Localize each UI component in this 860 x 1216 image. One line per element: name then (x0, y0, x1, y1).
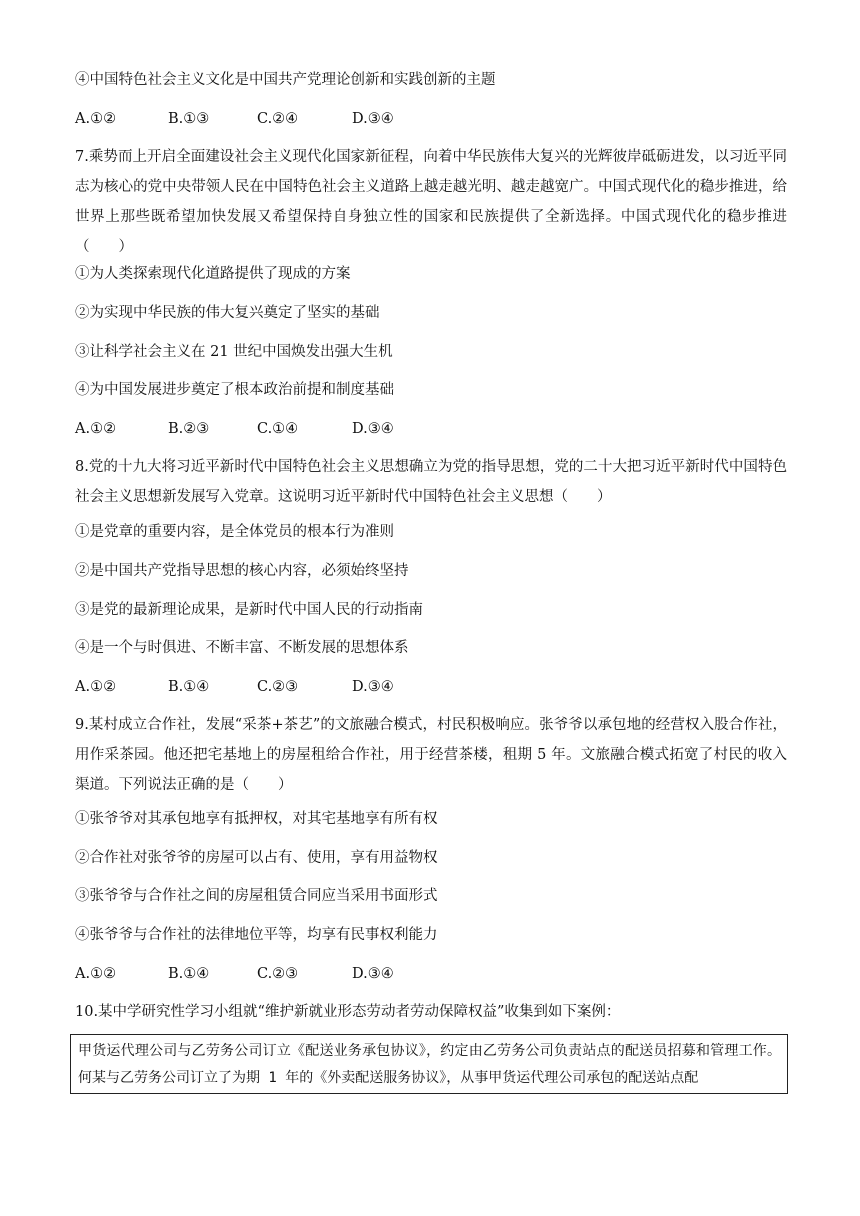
question-7-item-3: ③让科学社会主义在 21 世纪中国焕发出强大生机 (75, 344, 393, 360)
option-b: B.①④ (168, 679, 210, 695)
question-7-item-4: ④为中国发展进步奠定了根本政治前提和制度基础 (75, 382, 394, 398)
question-9-stem: 9.某村成立合作社，发展“采茶+茶艺”的文旅融合模式，村民积极响应。张爷爷以承包地的经营权入股合作社，用作采茶园。他还把宅基地上的房屋租给合作社，用于经营茶楼，租期 5 年。文旅融合模式拓宽了村民的收入渠道。下列说法正确的是（ ） (75, 717, 787, 793)
question-9-item-4: ④张爷爷与合作社的法律地位平等，均享有民事权利能力 (75, 927, 438, 943)
question-7-item-2: ②为实现中华民族的伟大复兴奠定了坚实的基础 (75, 305, 380, 321)
option-a: A.①② (75, 111, 117, 127)
option-d: D.③④ (352, 679, 394, 695)
question-8-item-1: ①是党章的重要内容，是全体党员的根本行为准则 (75, 524, 394, 540)
option-d: D.③④ (352, 966, 394, 982)
question-8-item-3: ③是党的最新理论成果，是新时代中国人民的行动指南 (75, 602, 423, 618)
case-material-box (70, 1034, 788, 1094)
case-material-text: 甲货运代理公司与乙劳务公司订立《配送业务承包协议》，约定由乙劳务公司负责站点的配送员招募和管理工作。何某与乙劳务公司订立了为期 1 年的《外卖配送服务协议》，从事甲货运代理公司承包的配送站点配 (78, 1043, 781, 1086)
question-7-item-1: ①为人类探索现代化道路提供了现成的方案 (75, 266, 351, 282)
option-a: A.①② (75, 966, 117, 982)
option-c: C.②③ (257, 966, 299, 982)
option-c: C.②③ (257, 679, 299, 695)
option-c: C.②④ (257, 111, 299, 127)
option-b: B.①③ (168, 111, 210, 127)
question-9-item-2: ②合作社对张爷爷的房屋可以占有、使用，享有用益物权 (75, 850, 438, 866)
option-c: C.①④ (257, 421, 299, 437)
question-8-item-2: ②是中国共产党指导思想的核心内容，必须始终坚持 (75, 563, 409, 579)
question-9-item-1: ①张爷爷对其承包地享有抵押权，对其宅基地享有所有权 (75, 811, 438, 827)
question-7-stem: 7.乘势而上开启全面建设社会主义现代化国家新征程，向着中华民族伟大复兴的光辉彼岸砥砺进发，以习近平同志为核心的党中央带领人民在中国特色社会主义道路上越走越光明、越走越宽广。中国式现代化的稳步推进，给世界上那些既希望加快发展又希望保持自身独立性的国家和民族提供了全新选择。中国式现代化的稳步推进（ ） (75, 149, 787, 255)
question-8-item-4: ④是一个与时俱进、不断丰富、不断发展的思想体系 (75, 640, 409, 656)
question-8-stem: 8.党的十九大将习近平新时代中国特色社会主义思想确立为党的指导思想，党的二十大把习近平新时代中国特色社会主义思想新发展写入党章。这说明习近平新时代中国特色社会主义思想（ ） (75, 459, 787, 505)
option-b: B.①④ (168, 966, 210, 982)
option-a: A.①② (75, 679, 117, 695)
prev-question-item-4: ④中国特色社会主义文化是中国共产党理论创新和实践创新的主题 (75, 72, 496, 88)
option-d: D.③④ (352, 421, 394, 437)
option-a: A.①② (75, 421, 117, 437)
option-b: B.②③ (168, 421, 210, 437)
question-10-stem: 10.某中学研究性学习小组就“维护新就业形态劳动者劳动保障权益”收集到如下案例： (75, 1004, 621, 1020)
option-d: D.③④ (352, 111, 394, 127)
question-9-item-3: ③张爷爷与合作社之间的房屋租赁合同应当采用书面形式 (75, 888, 438, 904)
